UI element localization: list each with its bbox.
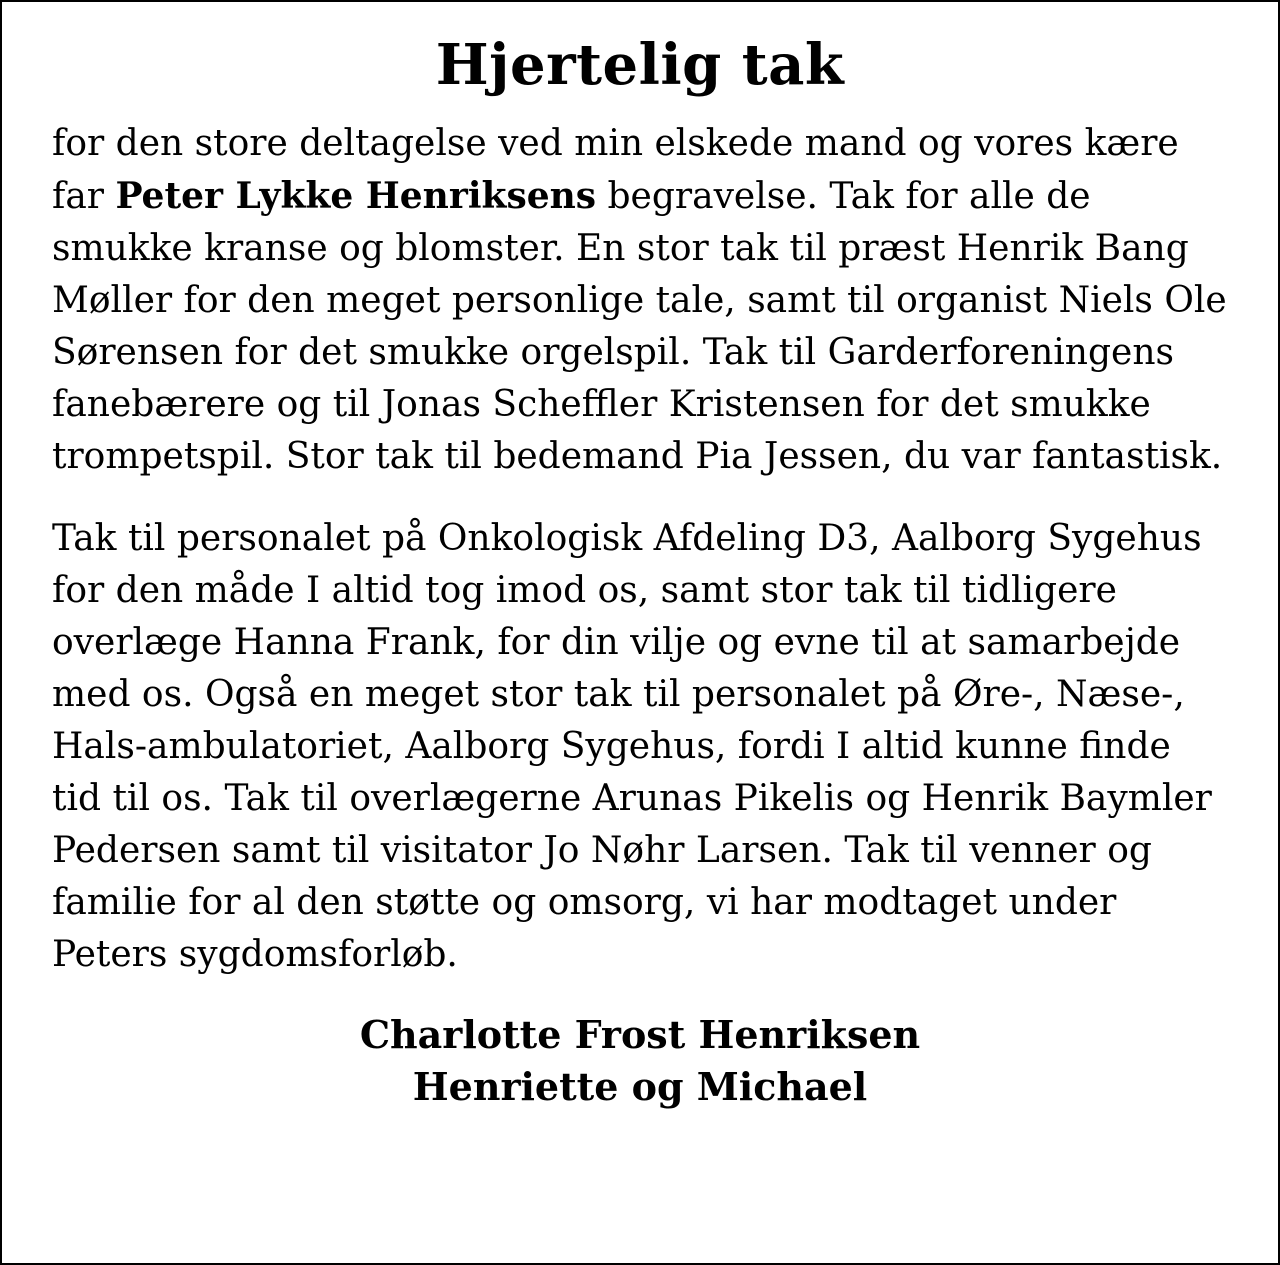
signature-line-1: Charlotte Frost Henriksen [359,1012,921,1057]
deceased-name: Peter Lykke Henriksens [115,175,597,217]
paragraph-text-after-name: begravelse. Tak for alle de smukke kranse og blomster. En stor tak til præst Henrik Bang Møller for den meget personlige tale, samt til organist Niels Ole Sørensen for det smukke orgelspil. Tak til Garderforeningens fanebærere og til Jonas Scheffler Kristensen for det smukke trompetspil. Stor tak til bedemand Pia Jessen, du var fantastisk. [52,176,1227,477]
thanks-paragraph-funeral [52,118,1230,483]
paragraph-text-before-name: for den store deltagelse ved min elskede mand og vores kære far [52,123,1179,217]
thanks-paragraph-hospital: Tak til personalet på Onkologisk Afdeling D3, Aalborg Sygehus for den måde I altid tog imod os, samt stor tak til tidligere overlæge Hanna Frank, for din vilje og evne til at samarbejde med os. Også en meget stor tak til personalet på Øre-, Næse-, Hals-ambulatoriet, Aalborg Sygehus, fordi I altid kunne finde tid til os. Tak til overlægerne Arunas Pikelis og Henrik Baymler Pedersen samt til visitator Jo Nøhr Larsen. Tak til venner og familie for al den støtte og omsorg, vi har modtaget under Peters sygdomsforløb. [52,518,1212,975]
signature-block [2,1009,1278,1113]
notice-title: Hjertelig tak [435,32,845,98]
signature-line-2: Henriette og Michael [412,1064,868,1109]
notice-body [2,118,1278,981]
